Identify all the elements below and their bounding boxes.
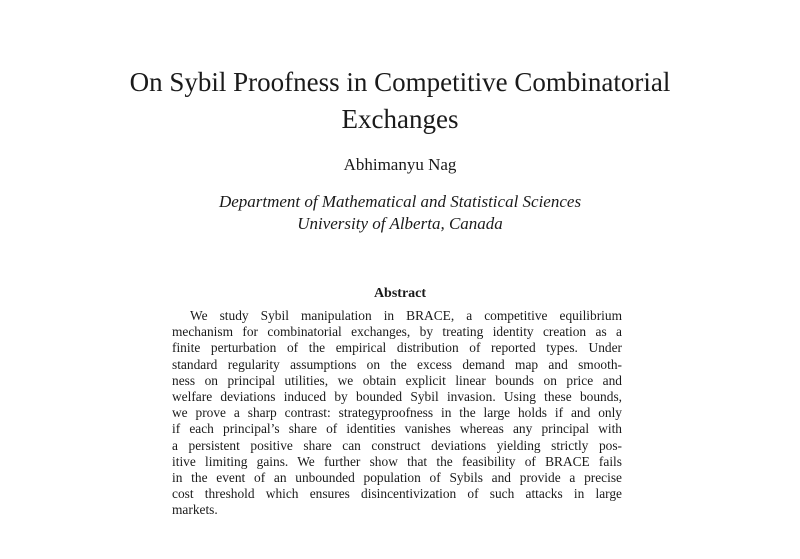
- abstract-line: cost threshold which ensures disincentivization of such attacks in large: [172, 486, 622, 502]
- abstract-line: standard regularity assumptions on the excess demand map and smooth-: [172, 356, 622, 372]
- abstract-line: itive limiting gains. We further show that the feasibility of BRACE fails: [172, 453, 622, 469]
- abstract-heading: Abstract: [373, 286, 427, 301]
- abstract-line: a persistent positive share can construct deviations yielding strictly pos-: [172, 437, 622, 453]
- title-line-2: Exchanges: [341, 104, 459, 134]
- title-line-1: On Sybil Proofness in Competitive Combinatorial: [129, 67, 671, 97]
- abstract-line: finite perturbation of the empirical distribution of reported types. Under: [172, 340, 622, 356]
- abstract-line: mechanism for combinatorial exchanges, by treating identity creation as a: [172, 324, 622, 340]
- abstract-line: markets.: [172, 502, 218, 518]
- affiliation-line-2: University of Alberta, Canada: [297, 214, 503, 233]
- abstract-line: We study Sybil manipulation in BRACE, a competitive equilibrium: [190, 308, 622, 323]
- abstract-line: in the event of an unbounded population of Sybils and provide a precise: [172, 470, 622, 486]
- abstract-line: ness on principal utilities, we obtain explicit linear bounds on price and: [172, 372, 622, 388]
- abstract-body: [172, 308, 622, 519]
- abstract-line: welfare deviations induced by bounded Sybil invasion. Using these bounds,: [172, 389, 622, 405]
- abstract-line: we prove a sharp contrast: strategyproofness in the large holds if and only: [172, 405, 622, 421]
- abstract-line: if each principal’s share of identities vanishes whereas any principal with: [172, 421, 622, 437]
- author-name: Abhimanyu Nag: [343, 155, 457, 174]
- affiliation: [0, 191, 800, 235]
- paper-title: [0, 64, 800, 138]
- affiliation-line-1: Department of Mathematical and Statistical Sciences: [218, 192, 582, 211]
